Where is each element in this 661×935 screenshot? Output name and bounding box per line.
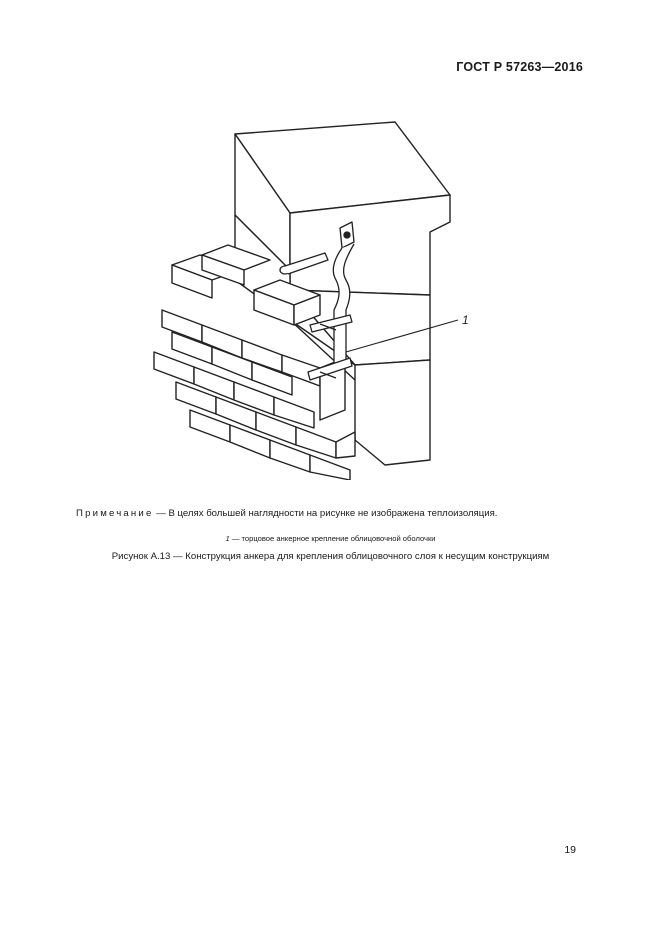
note-label: Примечание xyxy=(76,508,154,519)
note-text: В целях большей наглядности на рисунке не изображена теплоизоляция. xyxy=(168,508,498,519)
figure-legend xyxy=(0,534,661,543)
note-dash: — xyxy=(156,508,166,519)
brick-wall-anchor-drawing-icon xyxy=(140,120,520,480)
anchor-construction-figure xyxy=(140,120,520,480)
figure-caption: Рисунок А.13 — Конструкция анкера для крепления облицовочного слоя к несущим конструкциям xyxy=(111,551,550,562)
page-number: 19 xyxy=(564,844,576,856)
legend-number: 1 xyxy=(225,534,230,543)
document-standard-id: ГОСТ Р 57263—2016 xyxy=(456,60,583,74)
legend-text: — торцовое анкерное крепление облицовочной оболочки xyxy=(231,534,436,543)
callout-label: 1 xyxy=(462,313,469,327)
figure-note xyxy=(76,508,596,519)
